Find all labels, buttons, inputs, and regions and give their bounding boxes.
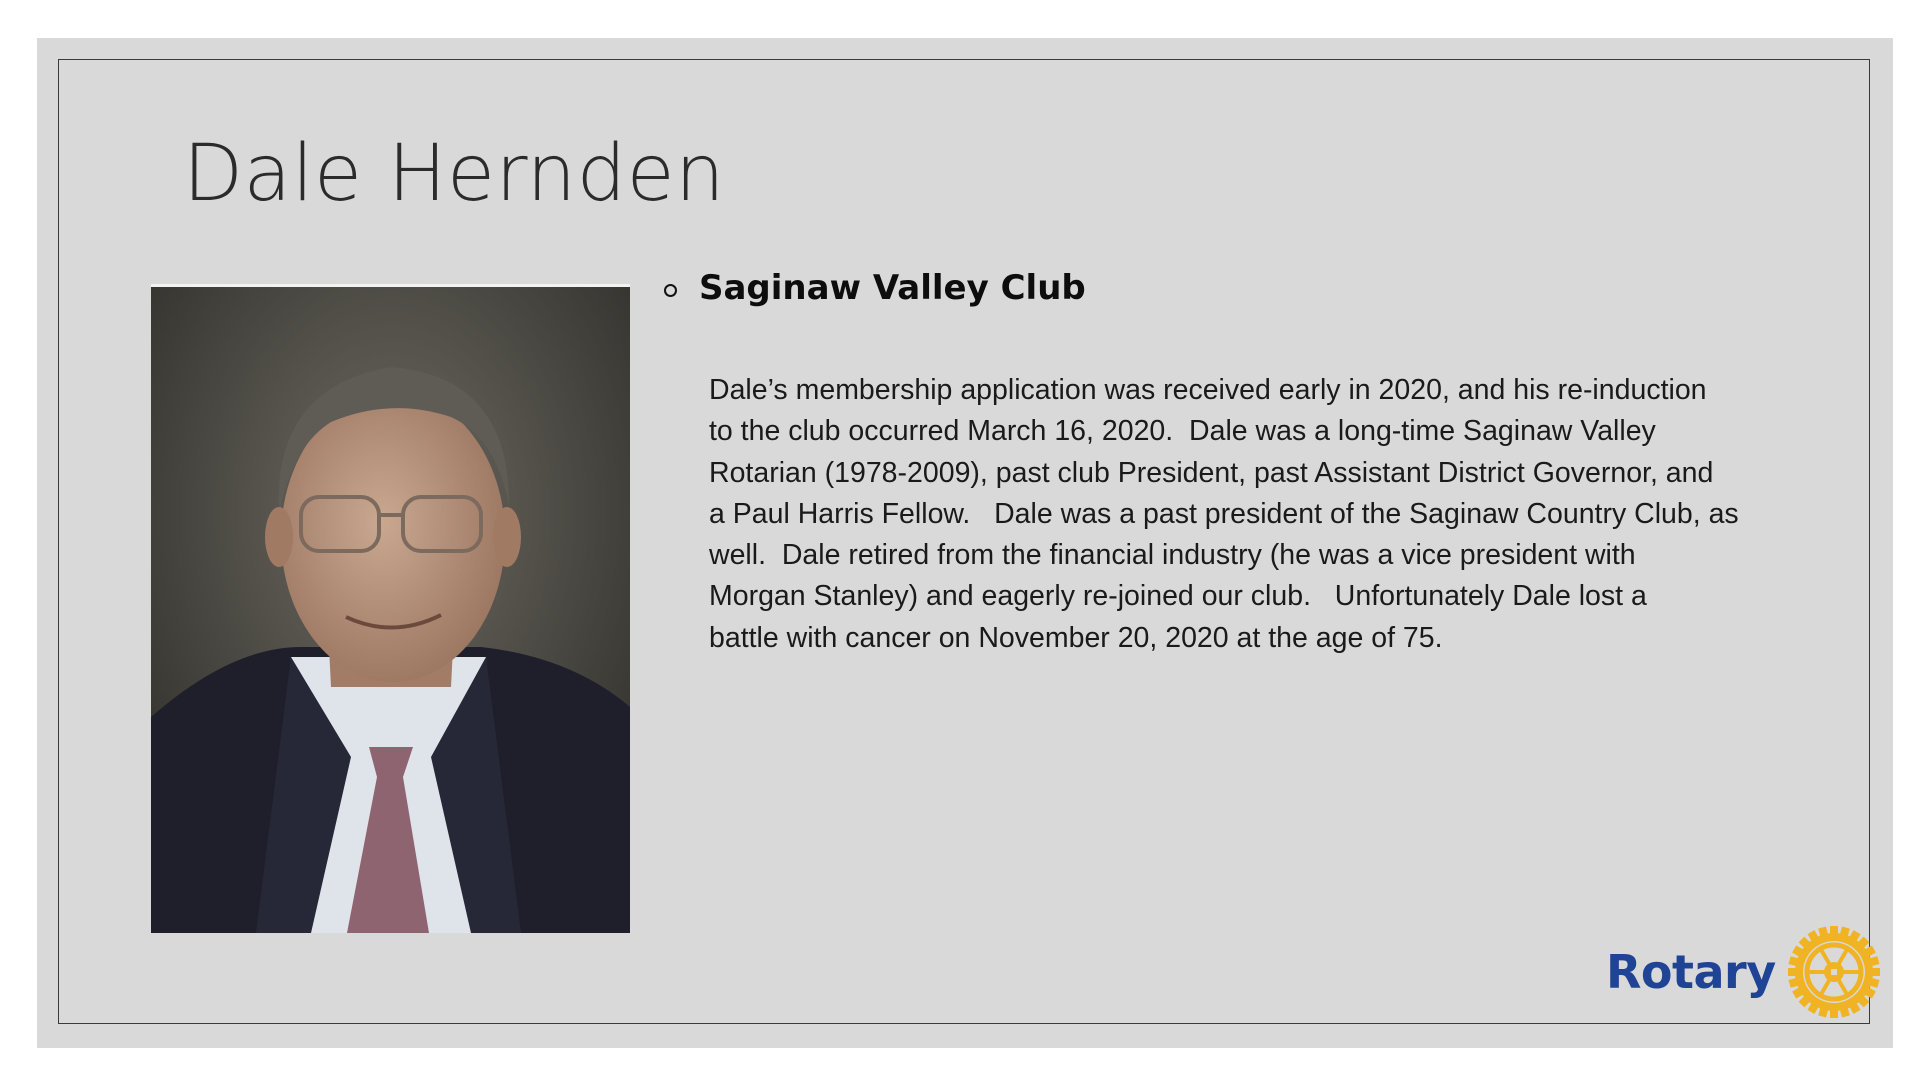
bio-paragraph	[709, 370, 1769, 659]
bio-line: a Paul Harris Fellow. Dale was a past president of the Saginaw Country Club, as	[709, 497, 1739, 530]
portrait-illustration	[151, 287, 630, 933]
rotary-wheel-icon	[1786, 924, 1882, 1020]
bio-line: to the club occurred March 16, 2020. Dale was a long-time Saginaw Valley	[709, 415, 1656, 448]
portrait-photo	[151, 284, 630, 933]
hollow-circle-bullet-icon	[664, 284, 677, 297]
slide-title: Dale Hernden	[183, 129, 726, 219]
bio-line: Dale’s membership application was received early in 2020, and his re-induction	[709, 374, 1707, 406]
bio-line: well. Dale retired from the financial industry (he was a vice president with	[709, 539, 1636, 572]
bio-line: battle with cancer on November 20, 2020 at the age of 75.	[709, 621, 1443, 654]
rotary-logo-text: Rotary	[1606, 945, 1776, 999]
rotary-logo	[1606, 924, 1882, 1020]
bio-line: Morgan Stanley) and eagerly re-joined our club. Unfortunately Dale lost a	[709, 580, 1647, 613]
club-name: Saginaw Valley Club	[699, 268, 1086, 308]
club-bullet	[664, 268, 1086, 308]
bio-line: Rotarian (1978-2009), past club President, past Assistant District Governor, and	[709, 456, 1714, 489]
